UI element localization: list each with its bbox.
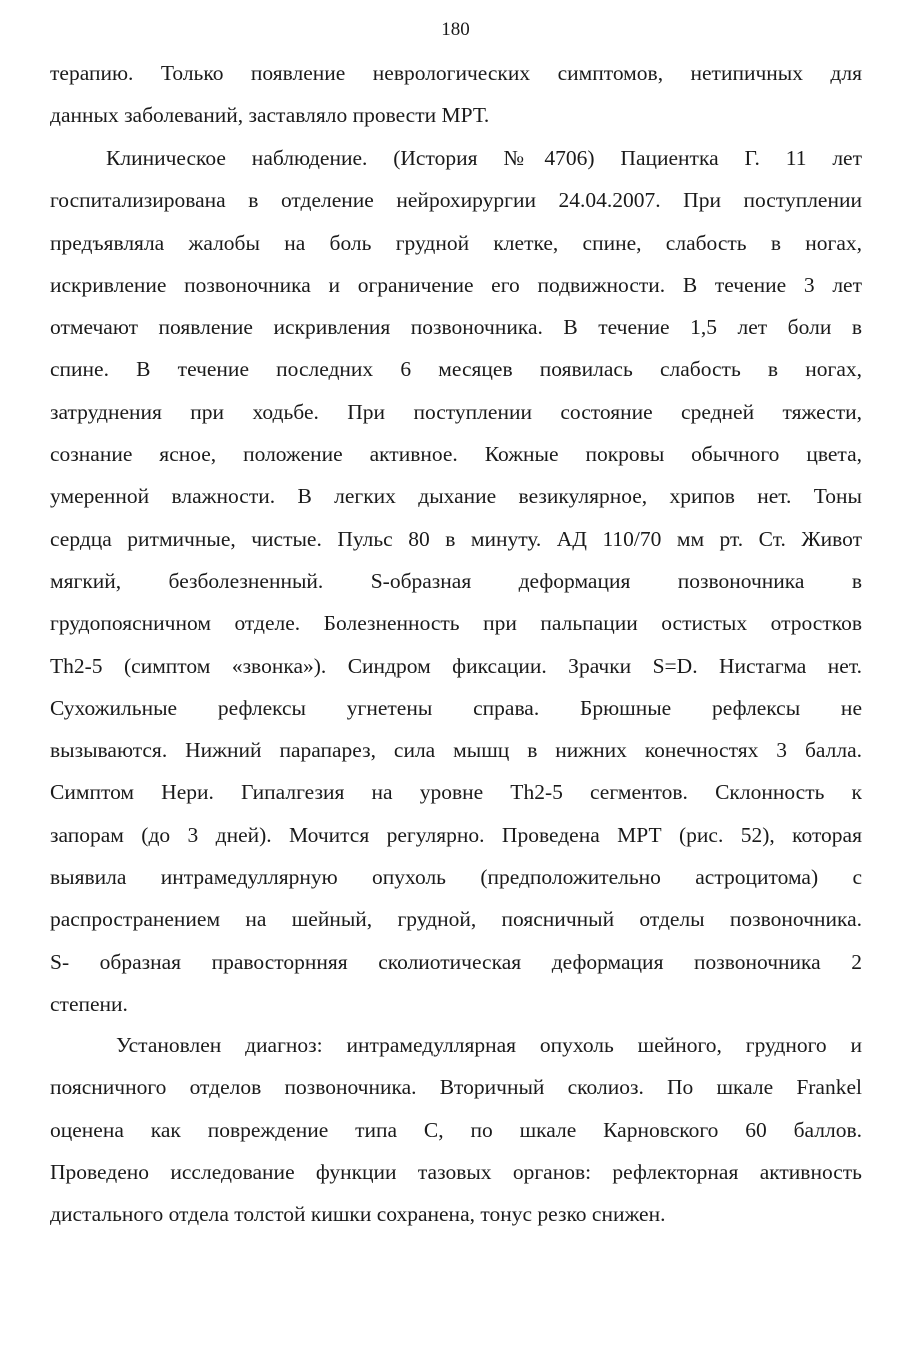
text-line: грудопоясничном отделе. Болезненность при пальпации остистых отростков xyxy=(50,611,862,636)
text-line: запорам (до 3 дней). Мочится регулярно. Проведена МРТ (рис. 52), которая xyxy=(50,822,862,847)
text-line: госпитализирована в отделение нейрохирургии 24.04.2007. При поступлении xyxy=(50,188,862,213)
text-line: степени. xyxy=(50,991,128,1016)
text-line: распространением на шейный, грудной, поясничный отделы позвоночника. xyxy=(50,907,862,932)
text-line: выявила интрамедуллярную опухоль (предположительно астроцитома) с xyxy=(50,865,862,890)
text-line: искривление позвоночника и ограничение его подвижности. В течение 3 лет xyxy=(50,272,862,297)
text-line: сердца ритмичные, чистые. Пульс 80 в минуту. АД 110/70 мм рт. Ст. Живот xyxy=(50,526,862,551)
text-line: Сухожильные рефлексы угнетены справа. Брюшные рефлексы не xyxy=(50,695,862,720)
text-line: терапию. Только появление неврологических симптомов, нетипичных для xyxy=(50,61,862,85)
text-line: предъявляла жалобы на боль грудной клетке, спине, слабость в ногах, xyxy=(50,230,862,255)
paragraph-2 xyxy=(50,137,862,1025)
paragraph-1 xyxy=(50,52,862,137)
text-line: сознание ясное, положение активное. Кожные покровы обычного цвета, xyxy=(50,442,862,467)
text-line: поясничного отделов позвоночника. Вторичный сколиоз. По шкале Frankel xyxy=(50,1075,862,1100)
text-line: Установлен диагноз: интрамедуллярная опухоль шейного, грудного и xyxy=(116,1033,862,1057)
text-line: Th2-5 (симптом «звонка»). Синдром фиксации. Зрачки S=D. Нистагма нет. xyxy=(50,653,862,678)
text-line: Проведено исследование функции тазовых органов: рефлекторная активность xyxy=(50,1159,862,1184)
text-line: вызываются. Нижний парапарез, сила мышц в нижних конечностях 3 балла. xyxy=(50,738,862,763)
text-line: оценена как повреждение типа С, по шкале Карновского 60 баллов. xyxy=(50,1117,862,1142)
text-line: Симптом Нери. Гипалгезия на уровне Th2-5 сегментов. Склонность к xyxy=(50,780,862,805)
text-line: отмечают появление искривления позвоночника. В течение 1,5 лет боли в xyxy=(50,315,862,340)
text-line: Клиническое наблюдение. (История №4706) Пациентка Г. 11 лет xyxy=(106,146,862,170)
text-line: данных заболеваний, заставляло провести МРТ. xyxy=(50,103,490,128)
text-line: спине. В течение последних 6 месяцев появилась слабость в ногах, xyxy=(50,357,862,382)
paragraph-3 xyxy=(50,1024,862,1235)
text-line: умеренной влажности. В легких дыхание везикулярное, хрипов нет. Тоны xyxy=(50,484,862,509)
page-number: 180 xyxy=(441,19,470,40)
text-line: дистального отдела толстой кишки сохранена, тонус резко снижен. xyxy=(50,1202,666,1227)
text-line: S- образная правосторнняя сколиотическая деформация позвоночника 2 xyxy=(50,949,862,974)
text-line: затруднения при ходьбе. При поступлении состояние средней тяжести, xyxy=(50,399,862,424)
text-line: мягкий, безболезненный. S-образная деформация позвоночника в xyxy=(50,568,862,593)
